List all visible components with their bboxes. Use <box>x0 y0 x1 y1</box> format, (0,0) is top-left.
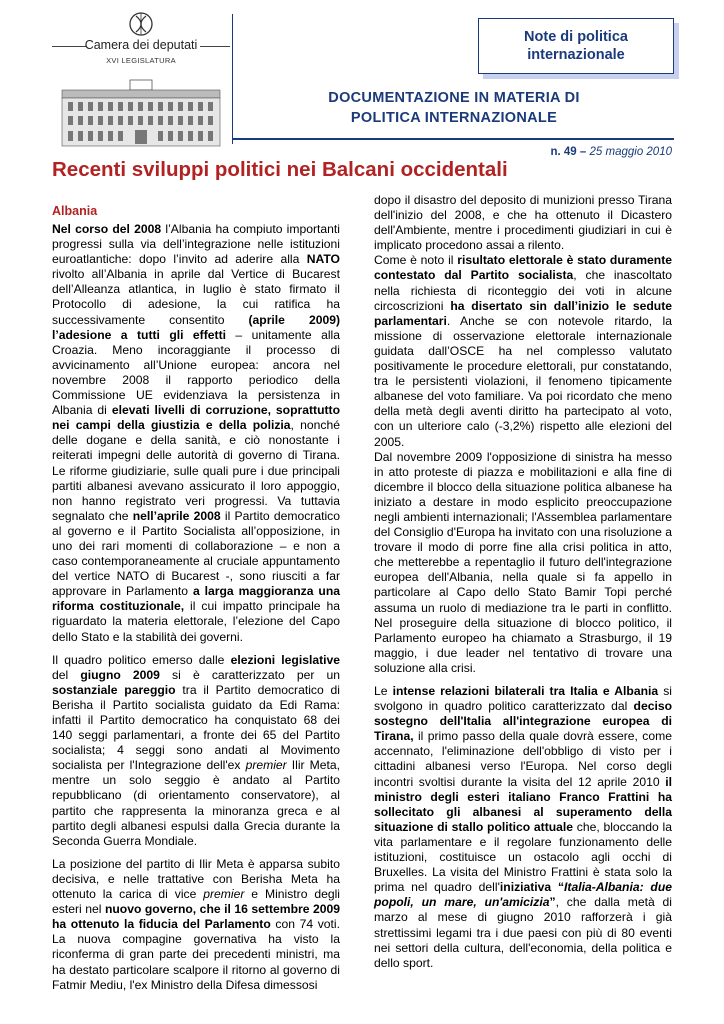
logo <box>52 8 230 148</box>
section-heading: Albania <box>52 204 98 218</box>
bold-text: risultato elettorale è stato duramente contestato dal Partito socialista <box>374 253 672 283</box>
paragraph: Il quadro politico emerso dalle elezioni legislative del giugno 2009 si è caratterizzato per un sostanziale pareggio tra il Partito democratico di Berisha il Partito socialista guidato da Edi Rama: infatti il Partito democratico ha conquistato 68 dei 140 seggi parlamentari, a fronte dei 65 del Partito socialista; 4 seggi sono andati al Movimento socialista per l'Integrazione dell'ex premier Ilir Meta, mentre un solo seggio è andato al Partito repubblicano (di orientamento conservatore), al partito che rappresenta la minoranza greca e al partito degli albanesi espulsi dalla Grecia durante la Seconda Guerra Mondiale. <box>52 652 340 848</box>
issue-number: n. 49 – <box>550 146 587 158</box>
bold-text: elezioni legislative <box>230 652 340 667</box>
bold-text: ” <box>549 895 556 910</box>
left-column <box>52 222 340 993</box>
bold-text: (aprile 2009) l’adesione a tutti gli effetti <box>52 312 340 342</box>
bold-text: giugno 2009 <box>80 667 160 682</box>
emblem-icon <box>126 10 156 40</box>
page-title: Recenti sviluppi politici nei Balcani occidentali <box>52 158 508 181</box>
paragraph: dopo il disastro del deposito di munizioni presso Tirana dell'inizio del 2008, e che ha ottenuto il Dicastero dell'Ambiente, mentre i procedimenti giudiziari in cui è implicato procedono assai a rilento. <box>374 193 672 253</box>
paragraph: Le intense relazioni bilaterali tra Italia e Albania si svolgono in quadro politico caratterizzato dal deciso sostegno dell'Italia all'integrazione europea di Tirana, il primo passo della quale dovrà essere, come accennato, l'eliminazione dell'obbligo di visto per i cittadini albanesi verso l'Europa. Nel corso degli incontri svoltisi durante la visita del 12 aprile 2010 il ministro degli esteri italiano Franco Frattini ha sollecitato gli albanesi al superamento della situazione di stallo politico attuale che, bloccando la vita parlamentare e il regolare funzionamento delle istituzioni, costituisce un ostacolo agli occhi di Bruxelles. La visita del Ministro Frattini è stata solo la prima nel quadro dell'iniziativa “Italia-Albania: due popoli, un mare, un'amicizia”, che dalla metà di marzo al mese di giugno 2010 rafforzerà i già strettissimi legami tra i due paesi con più di 80 eventi nei settori della cultura, dell'economia, della politica e dello sport. <box>374 684 673 970</box>
paragraph: Come è noto il risultato elettorale è stato duramente contestato dal Partito socialista, che inascoltato nella richiesta di riconteggio dei voti in alcune circoscrizioni ha disertato sin dall’inizio le sedute parlamentari. Anche se con notevole ritardo, la missione di osservazione elettorale internazionale guidata dall’OSCE ha nel complesso valutato positivamente le procedure elettorali, pur constatando, tra le persistenti violazioni, il fenomeno tipicamente albanese del voto familiare. Va poi ricordato che meno della metà degli aventi diritto ha partecipato al voto, con un ulteriore calo (-3,2%) rispetto alle elezioni del 2005. <box>374 253 672 449</box>
logo-name: Camera dei deputati <box>84 38 198 52</box>
italic-text: premier <box>245 758 287 773</box>
note-line-2: internazionale <box>527 47 625 63</box>
bold-text: elevati livelli di corruzione, soprattutto nei campi della giustizia e della polizia <box>52 403 340 433</box>
logo-legislature: XVI LEGISLATURA <box>106 56 176 65</box>
paragraph: Nel corso del 2008 l’Albania ha compiuto importanti progressi sulla via dell’integrazione nelle istituzioni euroatlantiche: dopo l’invito ad aderire alla NATO rivolto all’Albania in aprile dal Vertice di Bucarest dell’Alleanza atlantica, in luglio è stato firmato il Protocollo di adesione, la cui ratifica ha successivamente consentito (aprile 2009) l’adesione a tutti gli effetti – unitamente alla Croazia. Meno incoraggiante il processo di avvicinamento all’Unione europea: ancora nel novembre 2008 il rapporto periodico della Commissione UE evidenziava la persistenza in Albania di elevati livelli di corruzione, soprattutto nei campi della giustizia e della polizia, nonché delle dogane e della sanità, e ciò nonostante i reiterati impegni delle autorità di governo di Tirana. Le riforme giudiziarie, sulle quali pure i due principali partiti albanesi avevano assicurato il loro appoggio, non hanno registrato veri progressi. Va tuttavia segnalato che nell’aprile 2008 il Partito democratico al governo e il Partito Socialista all’opposizione, in uno dei rari momenti di collaborazione – e non a caso contemporaneamente al cruciale appuntamento del vertice NATO di Bucarest -, sono riusciti a far approvare in Parlamento a larga maggioranza una riforma costituzionale, il cui impatto principale ha riguardato la materia elettorale, l’elezione del Capo dello Stato e la stabilità dei governi. <box>52 222 340 644</box>
bold-text: iniziativa “ <box>499 880 565 895</box>
bold-text: nell’aprile 2008 <box>132 508 221 523</box>
bold-text: Italia-Albania: due popoli, un mare, un'amicizia <box>374 880 672 910</box>
bold-text: il ministro degli esteri italiano Franco Frattini ha sollecitato gli albanesi al superamento della situazione di stallo politico attuale <box>374 774 672 834</box>
bold-text: intense relazioni bilaterali tra Italia e Albania <box>392 684 659 698</box>
bold-text: nuovo governo, che il 16 settembre 2009 ha ottenuto la fiducia del Parlamento <box>52 902 340 932</box>
bold-text: Nel corso del 2008 <box>52 222 162 236</box>
bold-text: a larga maggioranza una riforma costituzionale, <box>52 584 340 614</box>
paragraph: Dal novembre 2009 l'opposizione di sinistra ha messo in atto proteste di piazza e mobilitazioni e alla fine di dicembre il blocco della situazione politica albanese ha iniziato a destare in modo esplicito preoccupazione negli ambienti internazionali; l'Assemblea parlamentare del Consiglio d'Europa ha invitato con una risoluzione a trovare il modo di porre fine alla crisi politica in atto, che metterebbe a repentaglio il futuro dell'integrazione europea dell'Albania, nella quale si fa appello in particolare al Capo dello Stato Bamir Topi perché assuma un ruolo di mediazione tra le parti in conflitto. Nel proseguire della situazione di blocco politico, il Parlamento europeo ha chiamato a Strasburgo, il 19 maggio, i due leader nel tentativo di trovare una soluzione alla crisi. <box>374 449 672 675</box>
series-title-line-2: POLITICA INTERNAZIONALE <box>350 110 558 126</box>
bold-text: deciso sostegno dell'Italia all'integrazione europea di Tirana, <box>374 699 672 744</box>
note-line-1: Note di politica <box>524 29 628 45</box>
bold-text: ha disertato sin dall’inizio le sedute parlamentari <box>374 298 672 328</box>
issue-date: 25 maggio 2010 <box>589 146 672 158</box>
paragraph: La posizione del partito di Ilir Meta è apparsa subito decisiva, e nelle trattative con Berisha Meta ha ottenuto la carica di vice premier e Ministro degli esteri nel nuovo governo, che il 16 settembre 2009 ha ottenuto la fiducia del Parlamento con 74 voti. La nuova compagine governativa ha visto la riconferma di gran parte dei precedenti ministri, ma ha destato particolare scalpore il ritorno al governo di Fatmir Mediu, l'ex Ministro della Difesa dimessosi <box>52 856 340 992</box>
header-vertical-rule <box>232 14 233 144</box>
header-horizontal-rule <box>233 138 674 140</box>
bold-text: NATO <box>306 252 340 267</box>
issue-info <box>551 146 673 158</box>
bold-text: sostanziale pareggio <box>52 682 176 697</box>
palazzo-building-icon <box>60 78 222 150</box>
italic-text: premier <box>203 887 245 902</box>
series-title-line-1: DOCUMENTAZIONE IN MATERIA DI <box>328 90 580 106</box>
right-column <box>374 193 672 971</box>
note-badge <box>478 18 674 74</box>
